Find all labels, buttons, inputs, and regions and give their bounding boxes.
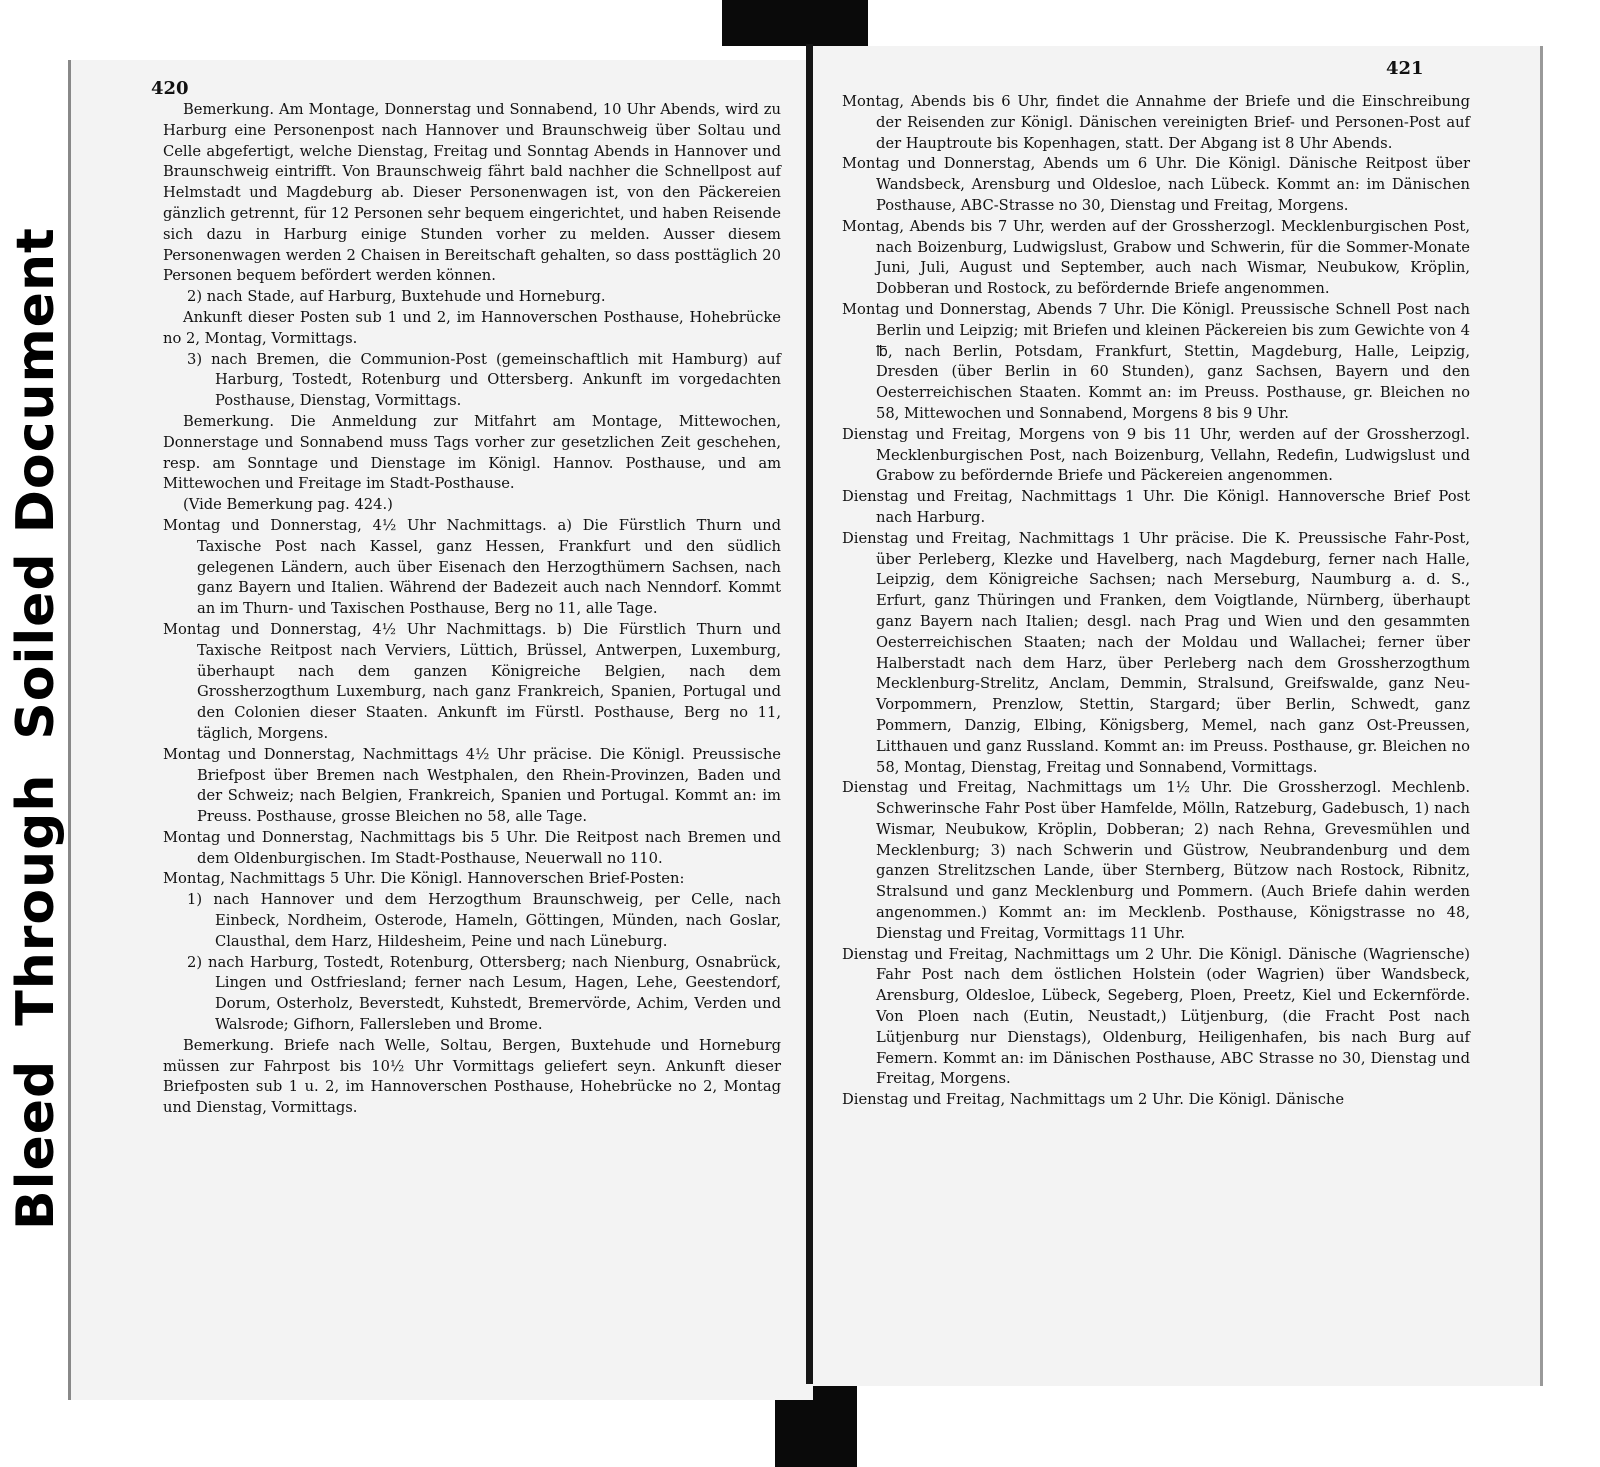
right-page-text: [842, 92, 1470, 1111]
stamp-word: Through: [6, 773, 66, 1026]
right-paragraph: Dienstag und Freitag, Nachmittags 1 Uhr präcise. Die K. Preussische Fahr-Post, über Perleberg, Klezke und Havelberg, nach Magdeburg, ferner nach Halle, Leipzig, dem Königreiche Sachsen; nach Merseburg, Naumburg a. d. S., Erfurt, ganz Thüringen und Franken, dem Voigtlande, Nürnberg, überhaupt ganz Bayern nach Italien; desgl. nach Prag und Wien und den gesammten Oesterreichischen Staaten; nach der Moldau und Wallachei; ferner über Halberstadt nach dem Harz, über Perleberg nach dem Grossherzogthum Mecklenburg-Strelitz, Anclam, Demmin, Stralsund, Greifswalde, ganz Neu-Vorpommern, Prenzlow, Stettin, Stargard; über Berlin, Schwedt, ganz Pommern, Danzig, Elbing, Königsberg, Memel, nach ganz Ost-Preussen, Litthauen und ganz Russland. Kommt an: im Preuss. Posthause, gr. Bleichen no 58, Montag, Dienstag, Freitag und Sonnabend, Vormittags.: [842, 529, 1470, 776]
right-page-number: 421: [1386, 58, 1424, 79]
stamp-word: Soiled Document: [6, 227, 66, 740]
right-paragraph: Dienstag und Freitag, Nachmittags um 1½ Uhr. Die Grossherzogl. Mechlenb. Schwerinsche Fahr Post über Hamfelde, Mölln, Ratzeburg, Gadebusch, 1) nach Wismar, Neubukow, Kröplin, Dobberan; 2) nach Rehna, Grevesmühlen und Mecklenburg; 3) nach Schwerin und Güstrow, Neubrandenburg und dem ganzen Strelitzschen Lande, über Sternberg, Bützow nach Rostock, Ribnitz, Stralsund und ganz Mecklenburg und Pommern. (Auch Briefe dahin werden angenommen.) Kommt an: im Mecklenb. Posthause, Königstrasse no 48, Dienstag und Freitag, Vormittags 11 Uhr.: [842, 779, 1470, 942]
scanner-spine-top: [722, 0, 868, 46]
left-paragraph: Bemerkung. Am Montage, Donnerstag und Sonnabend, 10 Uhr Abends, wird zu Harburg eine Personenpost nach Hannover und Braunschweig über Soltau und Celle abgefertigt, welche Dienstag, Freitag und Sonntag Abends in Hannover und Braunschweig eintrifft. Von Braunschweig fährt bald nachher die Schnellpost auf Helmstadt und Magdeburg ab. Dieser Personenwagen ist, von den Päckereien gänzlich getrennt, für 12 Personen sehr bequem eingerichtet, und haben Reisende sich dazu in Harburg einige Stunden vorher zu melden. Ausser diesem Personenwagen werden 2 Chaisen in Bereitschaft gehalten, so dass posttäglich 20 Personen bequem befördert werden können.: [163, 101, 781, 285]
left-paragraph: 1) nach Hannover und dem Herzogthum Braunschweig, per Celle, nach Einbeck, Nordheim, Osterode, Hameln, Göttingen, Münden, nach Goslar, Clausthal, dem Harz, Hildesheim, Peine und nach Lüneburg.: [187, 891, 781, 950]
left-paragraph: 2) nach Stade, auf Harburg, Buxtehude und Horneburg.: [187, 288, 606, 306]
left-page: [68, 60, 813, 1400]
left-paragraph: Montag und Donnerstag, 4½ Uhr Nachmittags. b) Die Fürstlich Thurn und Taxische Reitpost nach Verviers, Lüttich, Brüssel, Antwerpen, Luxemburg, überhaupt nach dem ganzen Königreiche Belgien, nach dem Grossherzogthum Luxemburg, nach ganz Frankreich, Spanien, Portugal und den Colonien dieser Staaten. Ankunft im Fürstl. Posthause, Berg no 11, täglich, Morgens.: [163, 620, 781, 742]
left-paragraph: 3) nach Bremen, die Communion-Post (gemeinschaftlich mit Hamburg) auf Harburg, Tostedt, Rotenburg und Ottersberg. Ankunft im vorgedachten Posthause, Dienstag, Vormittags.: [187, 350, 781, 410]
right-paragraph: Dienstag und Freitag, Nachmittags um 2 Uhr. Die Königl. Dänische (Wagriensche) Fahr Post nach dem östlichen Holstein (oder Wagrien) über Wandsbeck, Arensburg, Oldesloe, Lübeck, Segeberg, Ploen, Preetz, Kiel und Eckernförde. Von Ploen nach (Eutin, Neustadt,) Lütjenburg, (die Fracht Post nach Lütjenburg nur Dienstags), Oldenburg, Heiligenhafen, bis nach Burg auf Femern. Kommt an: im Dänischen Posthause, ABC Strasse no 30, Dienstag und Freitag, Morgens.: [842, 945, 1470, 1088]
right-paragraph: Dienstag und Freitag, Nachmittags 1 Uhr. Die Königl. Hannoversche Brief Post nach Harburg.: [842, 488, 1470, 526]
scan-quality-label: [6, 193, 66, 1230]
left-paragraph: Ankunft dieser Posten sub 1 und 2, im Hannoverschen Posthause, Hohebrücke no 2, Montag, Vormittags.: [163, 308, 781, 347]
left-paragraph: (Vide Bemerkung pag. 424.): [183, 496, 393, 514]
right-paragraph: Dienstag und Freitag, Morgens von 9 bis 11 Uhr, werden auf der Grossherzogl. Mecklenburgischen Post, nach Boizenburg, Vellahn, Redefin, Ludwigslust und Grabow zu befördernde Briefe und Päckereien angenommen.: [842, 425, 1470, 485]
left-page-number: 420: [151, 78, 189, 99]
left-paragraph: Montag und Donnerstag, Nachmittags bis 5 Uhr. Die Reitpost nach Bremen und dem Oldenburgischen. Im Stadt-Posthause, Neuerwall no 110.: [163, 828, 781, 867]
right-paragraph: Montag und Donnerstag, Abends um 6 Uhr. Die Königl. Dänische Reitpost über Wandsbeck, Arensburg und Oldesloe, nach Lübeck. Kommt an: im Dänischen Posthause, ABC-Strasse no 30, Dienstag und Freitag, Morgens.: [842, 155, 1470, 214]
left-paragraph: Montag, Nachmittags 5 Uhr. Die Königl. Hannoverschen Brief-Posten:: [163, 870, 685, 888]
right-paragraph: Montag und Donnerstag, Abends 7 Uhr. Die Königl. Preussische Schnell Post nach Berlin und Leipzig; mit Briefen und kleinen Päckereien bis zum Gewichte von 4 ℔, nach Berlin, Potsdam, Frankfurt, Stettin, Magdeburg, Halle, Leipzig, Dresden (über Berlin in 60 Stunden), ganz Sachsen, Bayern und den Oesterreichischen Staaten. Kommt an: im Preuss. Posthause, gr. Bleichen no 58, Mittewochen und Sonnabend, Morgens 8 bis 9 Uhr.: [842, 300, 1470, 422]
left-page-text: [163, 100, 781, 1119]
right-page: [808, 46, 1543, 1386]
left-paragraph: 2) nach Harburg, Tostedt, Rotenburg, Ottersberg; nach Nienburg, Osnabrück, Lingen und Ostfriesland; ferner nach Lesum, Hagen, Lehe, Geestendorf, Dorum, Osterholz, Beverstedt, Kuhstedt, Bremervörde, Achim, Verden und Walsrode; Gifhorn, Fallersleben und Brome.: [187, 953, 781, 1034]
stamp-word: Bleed: [6, 1059, 66, 1230]
right-paragraph: Montag, Abends bis 7 Uhr, werden auf der Grossherzogl. Mecklenburgischen Post, nach Boizenburg, Ludwigslust, Grabow und Schwerin, für die Sommer-Monate Juni, Juli, August und September, auch nach Wismar, Neubukow, Kröplin, Dobberan und Rostock, zu befördernde Briefe angenommen.: [842, 217, 1470, 298]
book-gutter: [806, 44, 813, 1384]
left-paragraph: Montag und Donnerstag, 4½ Uhr Nachmittags. a) Die Fürstlich Thurn und Taxische Post nach Kassel, ganz Hessen, Frankfurt und den südlich gelegenen Ländern, auch über Eisenach den Herzogthümern Sachsen, nach ganz Bayern und Italien. Während der Badezeit auch nach Nenndorf. Kommt an im Thurn- und Taxischen Posthause, Berg no 11, alle Tage.: [163, 516, 781, 618]
left-paragraph: Montag und Donnerstag, Nachmittags 4½ Uhr präcise. Die Königl. Preussische Briefpost über Bremen nach Westphalen, den Rhein-Provinzen, Baden und der Schweiz; nach Belgien, Frankreich, Spanien und Portugal. Kommt an: im Preuss. Posthause, grosse Bleichen no 58, alle Tage.: [163, 745, 781, 826]
left-paragraph: Bemerkung. Die Anmeldung zur Mitfahrt am Montage, Mittewochen, Donnerstage und Sonnabend muss Tags vorher zur gesetzlichen Zeit geschehen, resp. am Sonntage und Dienstage im Königl. Hannov. Posthause, und am Mittewochen und Freitage im Stadt-Posthause.: [163, 412, 781, 493]
right-paragraph: Montag, Abends bis 6 Uhr, findet die Annahme der Briefe und die Einschreibung der Reisenden zur Königl. Dänischen vereinigten Brief- und Personen-Post auf der Hauptroute bis Kopenhagen, statt. Der Abgang ist 8 Uhr Abends.: [842, 93, 1470, 152]
left-paragraph: Bemerkung. Briefe nach Welle, Soltau, Bergen, Buxtehude und Horneburg müssen zur Fahrpost bis 10½ Uhr Vormittags geliefert seyn. Ankunft dieser Briefposten sub 1 u. 2, im Hannoverschen Posthause, Hohebrücke no 2, Montag und Dienstag, Vormittags.: [163, 1036, 781, 1117]
right-paragraph: Dienstag und Freitag, Nachmittags um 2 Uhr. Die Königl. Dänische: [842, 1091, 1345, 1109]
